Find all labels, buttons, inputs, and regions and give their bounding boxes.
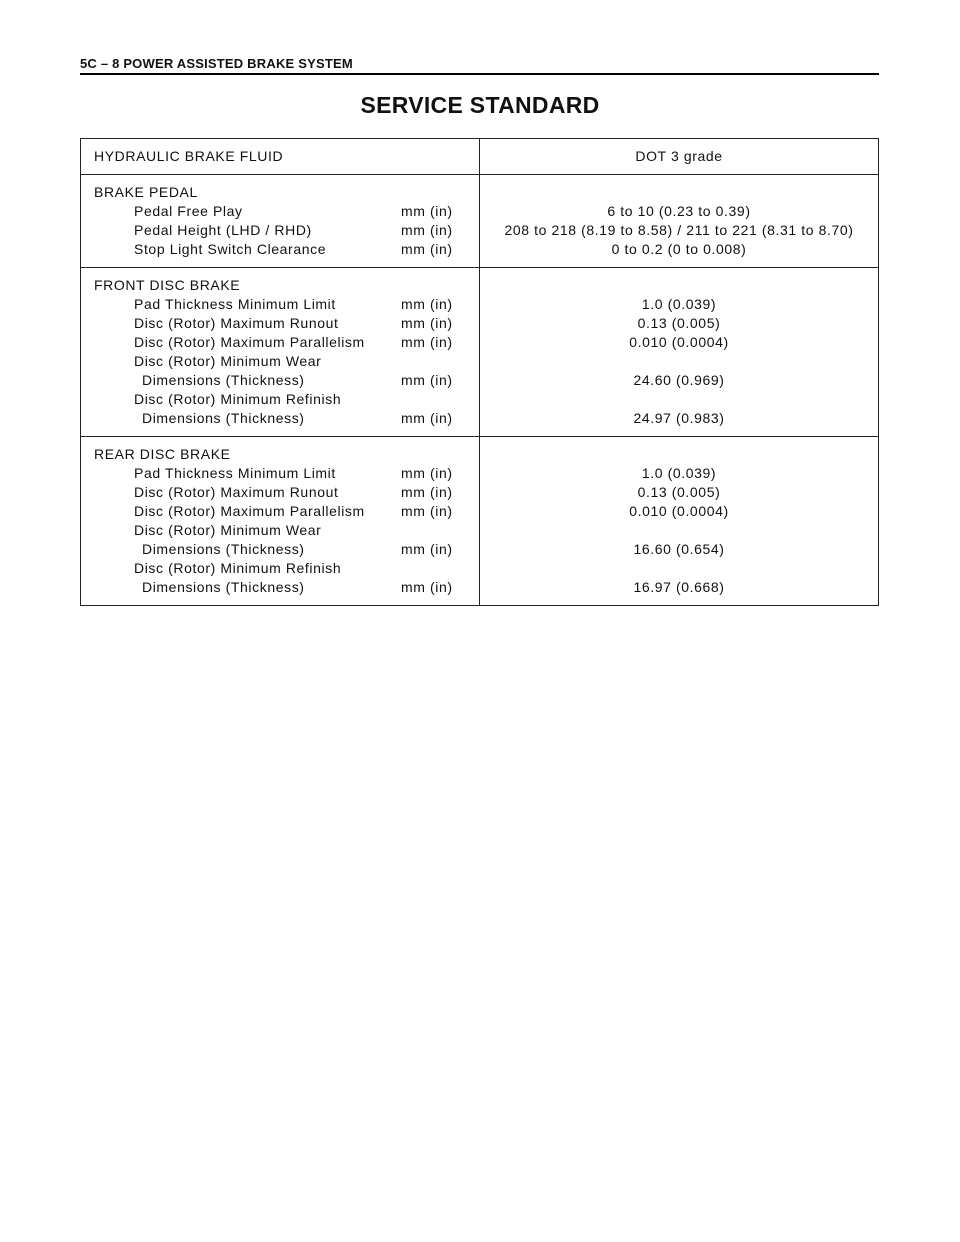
- unit-label: mm (in): [401, 372, 453, 388]
- spec-label: Dimensions (Thickness) mm (in): [142, 410, 453, 426]
- pedal-heading: BRAKE PEDAL: [94, 184, 198, 200]
- spec-label: Disc (Rotor) Maximum Parallelism mm (in): [134, 503, 453, 519]
- spec-label: Pad Thickness Minimum Limit mm (in): [134, 465, 453, 481]
- spec-value: 0 to 0.2 (0 to 0.008): [611, 241, 747, 257]
- spec-label: Disc (Rotor) Minimum Refinish: [134, 560, 342, 576]
- spec-value: 208 to 218 (8.19 to 8.58) / 211 to 221 (8.31 to 8.70): [504, 222, 854, 238]
- spec-value: 1.0 (0.039): [641, 465, 717, 481]
- spec-label: Dimensions (Thickness) mm (in): [142, 372, 453, 388]
- rear-heading: REAR DISC BRAKE: [94, 446, 231, 462]
- spec-label: Disc (Rotor) Minimum Refinish: [134, 391, 342, 407]
- spec-label: Dimensions (Thickness) mm (in): [142, 541, 453, 557]
- spec-label: Pad Thickness Minimum Limit mm (in): [134, 296, 453, 312]
- spec-value: 1.0 (0.039): [641, 296, 717, 312]
- table-row-rear-disc-brake: [81, 437, 879, 606]
- unit-label: mm (in): [401, 503, 453, 519]
- unit-label: mm (in): [401, 203, 453, 219]
- spec-label: Disc (Rotor) Minimum Wear: [134, 353, 322, 369]
- spec-label: Pedal Height (LHD / RHD) mm (in): [134, 222, 453, 238]
- spec-label: Disc (Rotor) Maximum Parallelism mm (in): [134, 334, 453, 350]
- spec-value: 16.60 (0.654): [633, 541, 725, 557]
- page-header: 5C – 8 POWER ASSISTED BRAKE SYSTEM: [80, 56, 879, 75]
- unit-label: mm (in): [401, 484, 453, 500]
- spec-label: Stop Light Switch Clearance mm (in): [134, 241, 453, 257]
- unit-label: mm (in): [401, 315, 453, 331]
- unit-label: mm (in): [401, 334, 453, 350]
- spec-label: Disc (Rotor) Minimum Wear: [134, 522, 322, 538]
- unit-label: mm (in): [401, 465, 453, 481]
- spec-label: Pedal Free Play mm (in): [134, 203, 453, 219]
- spec-value: 0.13 (0.005): [637, 315, 721, 331]
- unit-label: mm (in): [401, 222, 453, 238]
- table-row-front-disc-brake: [81, 268, 879, 437]
- spec-value: 24.60 (0.969): [633, 372, 725, 388]
- table-row-brake-pedal: [81, 175, 879, 268]
- unit-label: mm (in): [401, 541, 453, 557]
- unit-label: mm (in): [401, 241, 453, 257]
- service-standard-table: [80, 138, 879, 606]
- unit-label: mm (in): [401, 410, 453, 426]
- spec-value: 0.010 (0.0004): [629, 503, 729, 519]
- unit-label: mm (in): [401, 296, 453, 312]
- spec-value: 0.010 (0.0004): [629, 334, 729, 350]
- table-row-fluid: [81, 139, 879, 175]
- front-heading: FRONT DISC BRAKE: [94, 277, 241, 293]
- spec-label: Disc (Rotor) Maximum Runout mm (in): [134, 484, 453, 500]
- spec-value: 16.97 (0.668): [633, 579, 725, 595]
- spec-value: 24.97 (0.983): [633, 410, 725, 426]
- fluid-label: HYDRAULIC BRAKE FLUID: [94, 148, 284, 164]
- unit-label: mm (in): [401, 579, 453, 595]
- page-title: SERVICE STANDARD: [360, 92, 600, 118]
- spec-label: Dimensions (Thickness) mm (in): [142, 579, 453, 595]
- spec-value: 0.13 (0.005): [637, 484, 721, 500]
- fluid-value: DOT 3 grade: [635, 148, 723, 164]
- spec-value: 6 to 10 (0.23 to 0.39): [607, 203, 751, 219]
- spec-label: Disc (Rotor) Maximum Runout mm (in): [134, 315, 453, 331]
